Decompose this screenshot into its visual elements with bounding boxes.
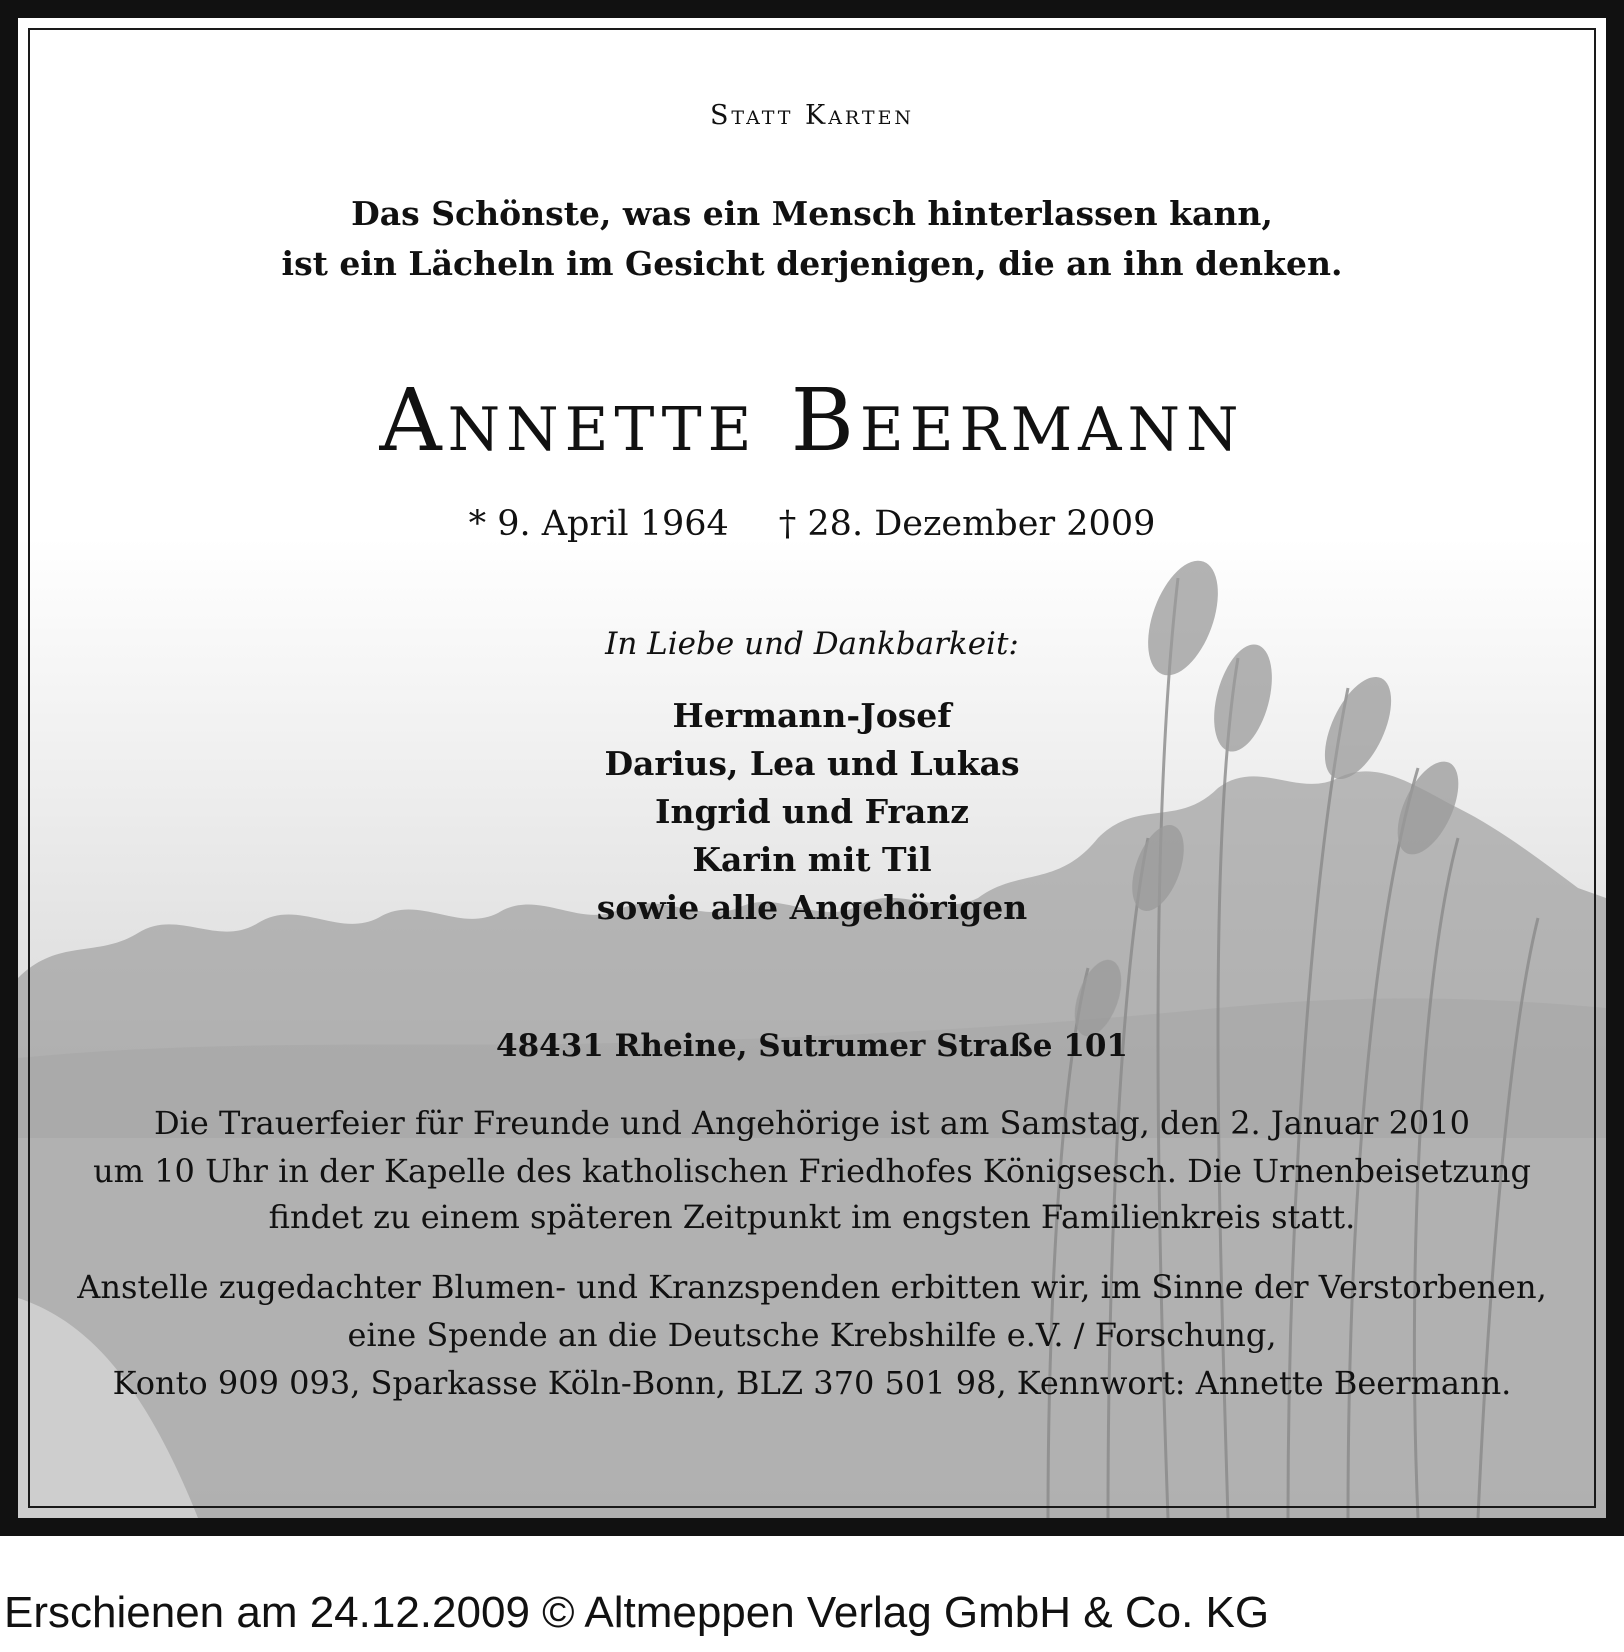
ceremony-line: Die Trauerfeier für Freunde und Angehörige ist am Samstag, den 2. Januar 2010 [154,1104,1470,1142]
family-address: 48431 Rheine, Sutrumer Straße 101 [496,1028,1128,1064]
donation-line: Anstelle zugedachter Blumen- und Kranzspenden erbitten wir, im Sinne der Verstorbenen, [77,1268,1547,1306]
mourners-intro: In Liebe und Dankbarkeit: [605,626,1019,662]
mourner-line: Darius, Lea und Lukas [604,744,1020,783]
publication-footer: Erschienen am 24.12.2009 © Altmeppen Verlag GmbH & Co. KG [4,1588,1270,1637]
quote-line-1: Das Schönste, was ein Mensch hinterlassen kann, [351,194,1273,233]
birth-date: * 9. April 1964 [468,504,729,544]
donation-line: eine Spende an die Deutsche Krebshilfe e.V. / Forschung, [347,1316,1277,1354]
mourner-line: Hermann-Josef [672,696,952,735]
mourner-line: Ingrid und Franz [655,792,969,831]
donation-line: Konto 909 093, Sparkasse Köln-Bonn, BLZ 370 501 98, Kennwort: Annette Beermann. [112,1364,1512,1402]
life-dates [18,504,1606,544]
header-statt-karten: Statt Karten [709,100,915,131]
ceremony-line: findet zu einem späteren Zeitpunkt im engsten Familienkreis statt. [268,1198,1356,1236]
death-date: † 28. Dezember 2009 [778,504,1156,544]
deceased-name: Annette Beermann [379,371,1245,471]
ceremony-line: um 10 Uhr in der Kapelle des katholischen Friedhofes Königsesch. Die Urnenbeisetzung [93,1152,1531,1190]
quote-line-2: ist ein Lächeln im Gesicht derjenigen, die an ihn denken. [281,244,1343,283]
notice-text [18,18,1606,1518]
mourner-line: Karin mit Til [692,840,932,879]
obituary-card [18,18,1606,1518]
mourner-line: sowie alle Angehörigen [596,888,1028,927]
